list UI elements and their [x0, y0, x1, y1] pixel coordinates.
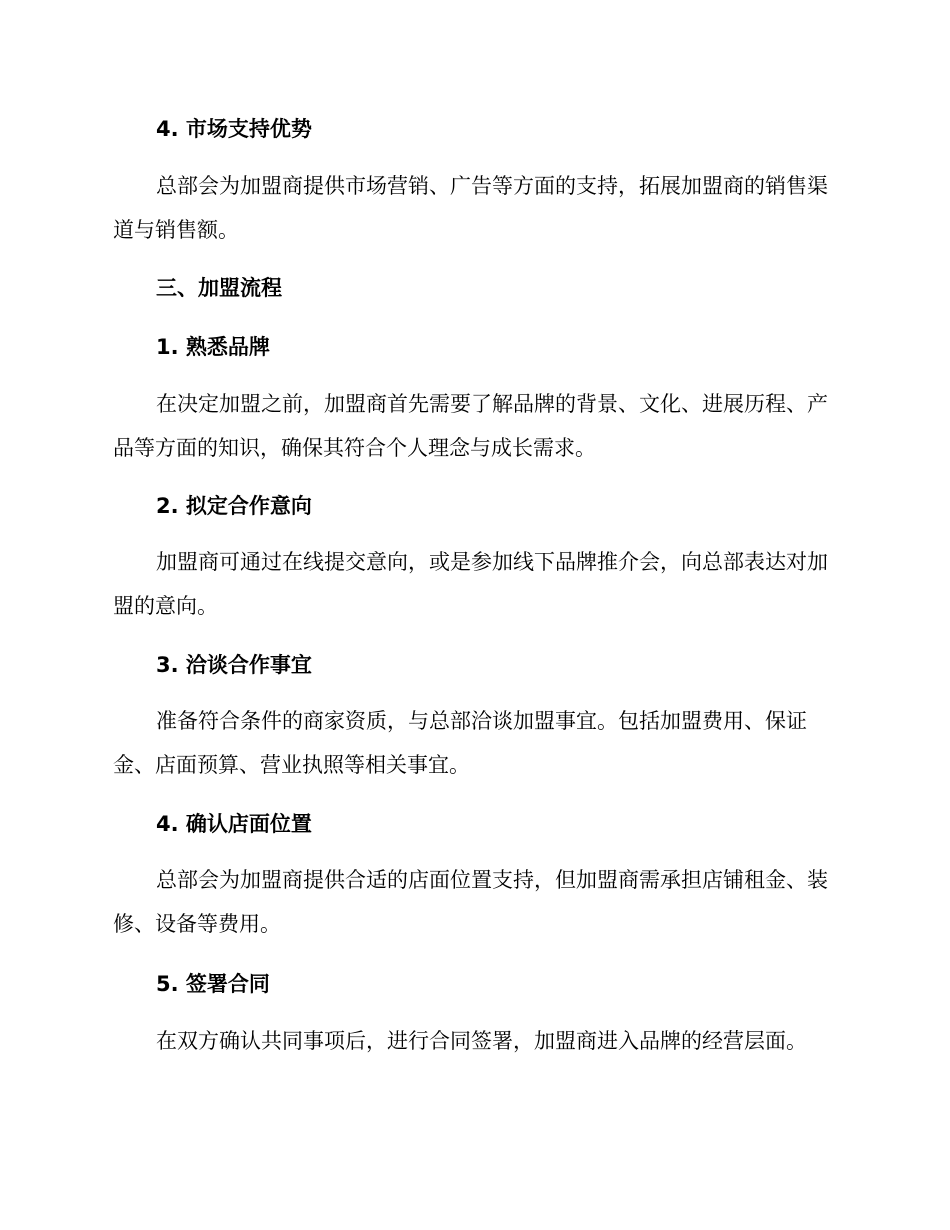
section-heading-negotiation: 3. 洽谈合作事宜: [156, 653, 312, 677]
chapter-heading-franchise-process: 三、加盟流程: [156, 276, 282, 300]
paragraph-market-support: 总部会为加盟商提供市场营销、广告等方面的支持，拓展加盟商的销售渠道与销售额。: [113, 174, 828, 242]
section-heading-cooperation-intent: 2. 拟定合作意向: [156, 494, 312, 518]
paragraph-cooperation-intent: 加盟商可通过在线提交意向，或是参加线下品牌推介会，向总部表达对加盟的意向。: [113, 550, 828, 618]
section-heading-market-support: 4. 市场支持优势: [156, 117, 312, 141]
section-heading-store-location: 4. 确认店面位置: [156, 812, 312, 836]
paragraph-sign-contract: 在双方确认共同事项后，进行合同签署，加盟商进入品牌的经营层面。: [156, 1029, 807, 1053]
paragraph-know-brand: 在决定加盟之前，加盟商首先需要了解品牌的背景、文化、进展历程、产品等方面的知识，确保其符合个人理念与成长需求。: [113, 392, 828, 460]
paragraph-store-location: 总部会为加盟商提供合适的店面位置支持，但加盟商需承担店铺租金、装修、设备等费用。: [113, 868, 828, 936]
section-heading-sign-contract: 5. 签署合同: [156, 972, 270, 996]
section-heading-know-brand: 1. 熟悉品牌: [156, 335, 270, 359]
paragraph-negotiation: 准备符合条件的商家资质，与总部洽谈加盟事宜。包括加盟费用、保证金、店面预算、营业执照等相关事宜。: [113, 709, 807, 777]
